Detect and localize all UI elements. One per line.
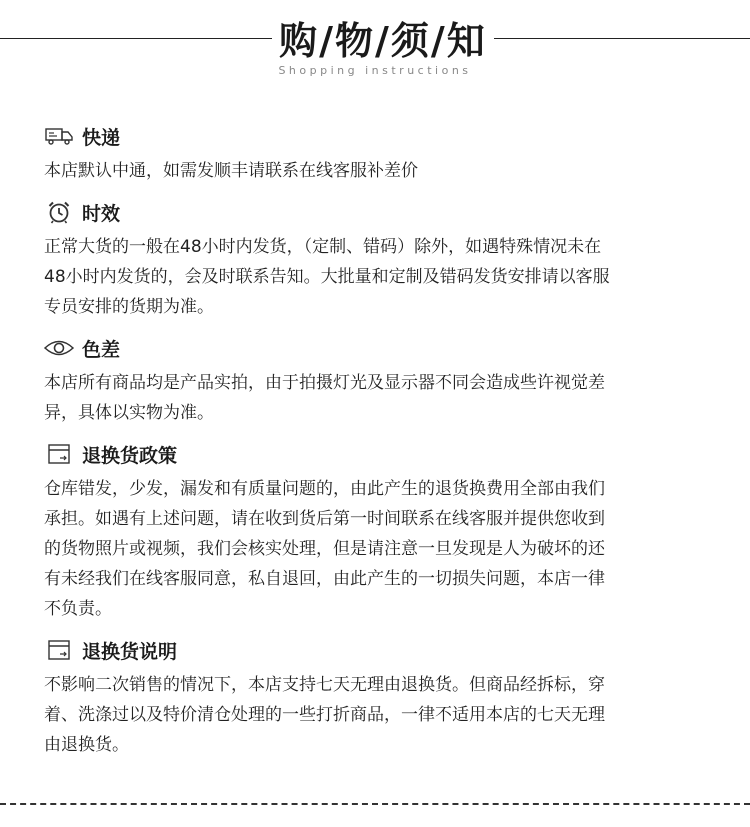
- body-line: 着、洗涤过以及特价清仓处理的一些打折商品，一律不适用本店的七天无理: [44, 705, 605, 725]
- section-body: [44, 368, 684, 428]
- body-line: 承担。如遇有上述问题，请在收到货后第一时间联系在线客服并提供您收到: [44, 509, 605, 529]
- body-line: 异，具体以实物为准。: [44, 403, 214, 423]
- header-rule-right: [494, 38, 750, 39]
- body-line: 本店所有商品均是产品实拍，由于拍摄灯光及显示器不同会造成些许视觉差: [44, 373, 605, 393]
- page-header: [0, 0, 750, 90]
- page-title: 购/物/须/知: [279, 19, 487, 63]
- body-line: 本店默认中通，如需发顺丰请联系在线客服补差价: [44, 161, 418, 181]
- section-return-notes: [44, 634, 684, 760]
- section-title: 退换货说明: [82, 640, 178, 663]
- section-body: [44, 474, 684, 624]
- page-subtitle: Shopping instructions: [278, 64, 472, 77]
- section-body: [44, 232, 684, 322]
- body-line: 不影响二次销售的情况下，本店支持七天无理由退换货。但商品经拆标，穿: [44, 675, 605, 695]
- body-line: 有未经我们在线客服同意，私自退回，由此产生的一切损失问题，本店一律: [44, 569, 605, 589]
- section-title: 时效: [82, 202, 121, 225]
- eye-icon: [44, 336, 74, 360]
- section-title: 快递: [82, 126, 121, 149]
- section-body: [44, 156, 684, 186]
- section-timeliness: [44, 196, 684, 322]
- section-body: [44, 670, 684, 760]
- body-line: 仓库错发，少发，漏发和有质量问题的，由此产生的退货换费用全部由我们: [44, 479, 605, 499]
- section-title: 退换货政策: [82, 444, 178, 467]
- alarm-clock-icon: [44, 200, 74, 224]
- truck-icon: [44, 124, 74, 148]
- return-box-icon: [44, 442, 74, 466]
- body-line: 不负责。: [44, 599, 112, 619]
- section-color-difference: [44, 332, 684, 428]
- section-return-policy: [44, 438, 684, 624]
- bottom-dashed-divider: [0, 803, 750, 805]
- section-delivery: [44, 120, 684, 186]
- section-title: 色差: [82, 338, 121, 361]
- header-rule-left: [0, 38, 272, 39]
- body-line: 正常大货的一般在48小时内发货，（定制、错码）除外，如遇特殊情况未在: [44, 237, 602, 257]
- body-line: 48小时内发货的，会及时联系告知。大批量和定制及错码发货安排请以客服: [44, 267, 610, 287]
- body-line: 的货物照片或视频，我们会核实处理，但是请注意一旦发现是人为破坏的还: [44, 539, 605, 559]
- body-line: 专员安排的货期为准。: [44, 297, 214, 317]
- return-box-icon: [44, 638, 74, 662]
- body-line: 由退换货。: [44, 735, 129, 755]
- instructions-list: [44, 120, 684, 770]
